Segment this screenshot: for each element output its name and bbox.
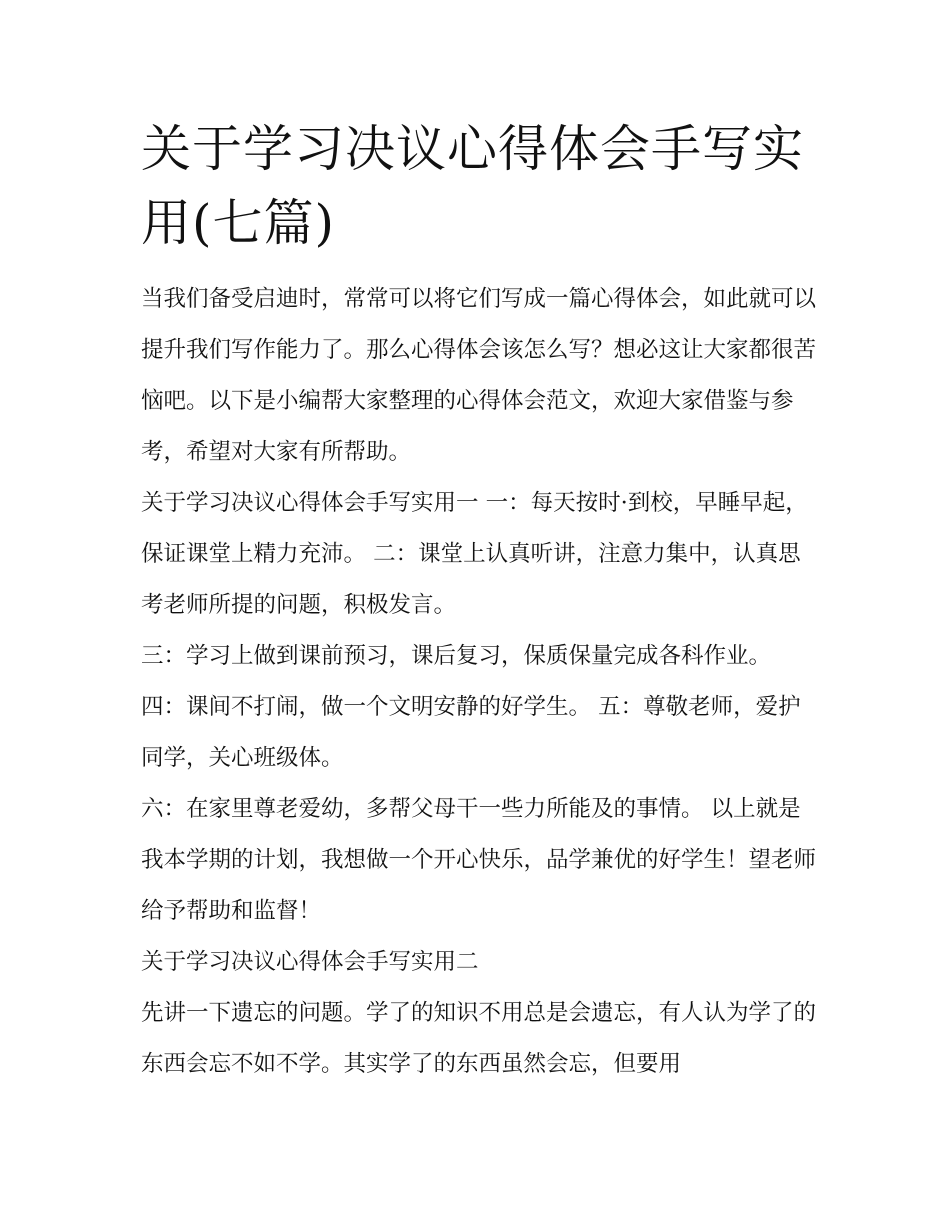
section-heading: 关于学习决议心得体会手写实用二 bbox=[141, 949, 479, 975]
paragraph: 关于学习决议心得体会手写实用一 一：每天按时·到校，早睡早起，保证课堂上精力充沛。 二：课堂上认真听讲，注意力集中，认真思考老师所提的问题，积极发言。 bbox=[141, 490, 808, 618]
intro-paragraph: 当我们备受启迪时，常常可以将它们写成一篇心得体会，如此就可以提升我们写作能力了。那么心得体会该怎么写？想必这让大家都很苦恼吧。以下是小编帮大家整理的心得体会范文，欢迎大家借鉴与参考，希望对大家有所帮助。 bbox=[141, 286, 817, 465]
paragraph: 三：学习上做到课前预习，课后复习，保质保量完成各科作业。 四：课间不打闹，做一个文明安静的好学生。 五：尊敬老师，爱护同学，关心班级体。 bbox=[141, 643, 801, 771]
document-title: 关于学习决议心得体会手写实用(七篇) bbox=[141, 120, 804, 252]
paragraph: 六：在家里尊老爱幼，多帮父母干一些力所能及的事情。 以上就是我本学期的计划，我想做一个开心快乐，品学兼优的好学生！望老师给予帮助和监督！ bbox=[141, 796, 817, 924]
document-body bbox=[141, 112, 816, 1090]
paragraph: 先讲一下遗忘的问题。学了的知识不用总是会遗忘，有人认为学了的东西会忘不如不学。其实学了的东西虽然会忘，但要用 bbox=[141, 1000, 817, 1077]
